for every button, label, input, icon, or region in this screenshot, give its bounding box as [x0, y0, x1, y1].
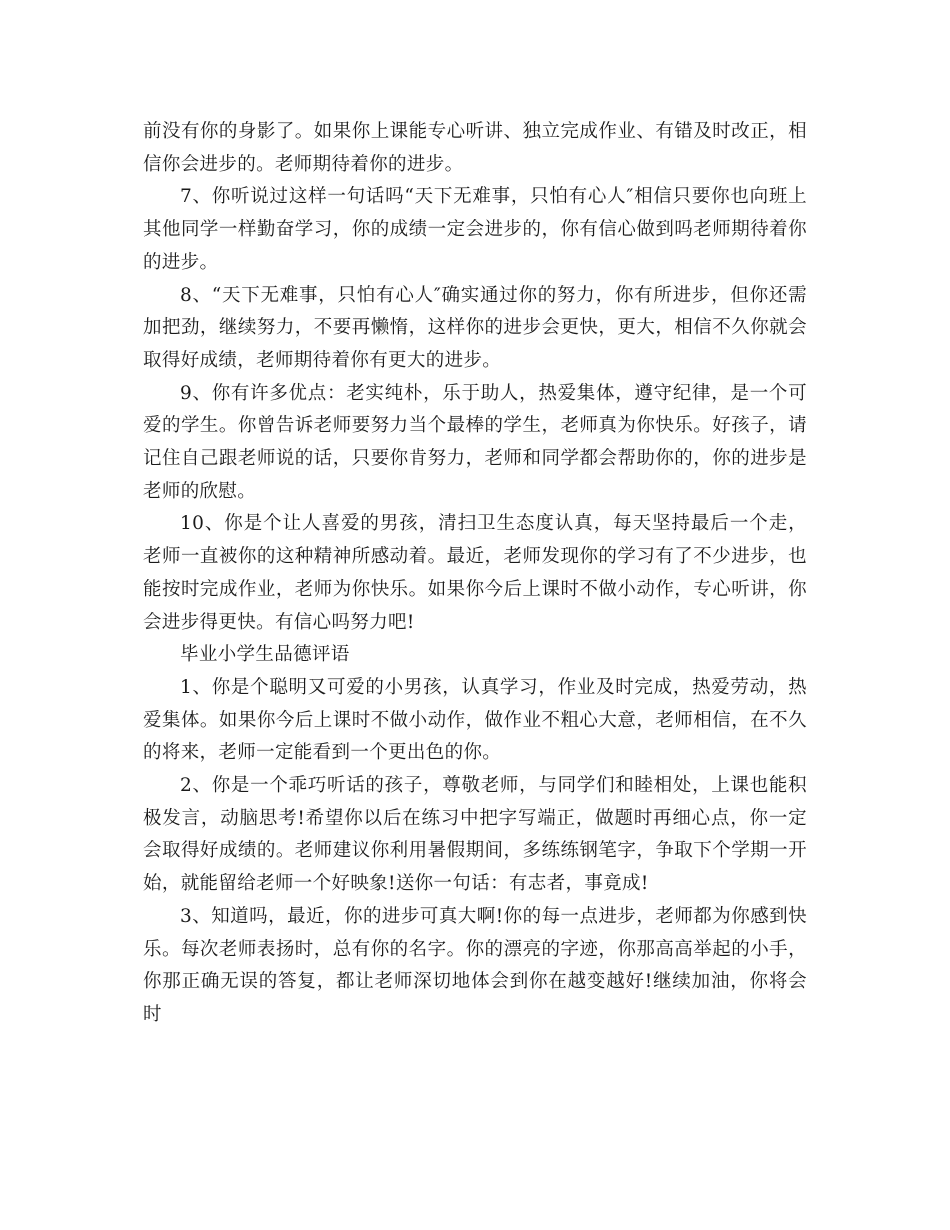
- paragraph-graduation-comment-2: 2、你是一个乖巧听话的孩子，尊敬老师，与同学们和睦相处，上课也能积极发言，动脑思考!希望你以后在练习中把字写端正，做题时再细心点，你一定会取得好成绩的。老师建议你利用暑假期间，多练练钢笔字，争取下个学期一开始，就能留给老师一个好映象!送你一句话：有志者，事竟成!: [143, 775, 807, 895]
- paragraph-graduation-comment-1: 1、你是个聪明又可爱的小男孩，认真学习，作业及时完成，热爱劳动，热爱集体。如果你今后上课时不做小动作，做作业不粗心大意，老师相信，在不久的将来，老师一定能看到一个更出色的你。: [143, 676, 807, 764]
- paragraph-comment-10: 10、你是个让人喜爱的男孩，清扫卫生态度认真，每天坚持最后一个走，老师一直被你的这种精神所感动着。最近，老师发现你的学习有了不少进步，也能按时完成作业，老师为你快乐。如果你今后上课时不做小动作，专心听讲，你会进步得更快。有信心吗努力吧!: [143, 513, 807, 633]
- paragraph-comment-7: 7、你听说过这样一句话吗“天下无难事，只怕有心人″相信只要你也向班上其他同学一样勤奋学习，你的成绩一定会进步的，你有信心做到吗老师期待着你的进步。: [143, 186, 807, 273]
- document-body: [143, 116, 807, 1032]
- paragraph-graduation-comment-3: 3、知道吗，最近，你的进步可真大啊!你的每一点进步，老师都为你感到快乐。每次老师表扬时，总有你的名字。你的漂亮的字迹，你那高高举起的小手，你那正确无误的答复，都让老师深切地体会到你在越变越好!继续加油，你将会时: [143, 905, 807, 1025]
- paragraph-comment-8: 8、“天下无难事，只怕有心人″确实通过你的努力，你有所进步，但你还需加把劲，继续努力，不要再懒惰，这样你的进步会更快，更大，相信不久你就会取得好成绩，老师期待着你有更大的进步。: [143, 284, 807, 371]
- section-heading: 毕业小学生品德评语: [180, 644, 350, 666]
- paragraph-intro-continued: 前没有你的身影了。如果你上课能专心听讲、独立完成作业、有错及时改正，相信你会进步的。老师期待着你的进步。: [143, 121, 807, 175]
- paragraph-comment-9: 9、你有许多优点：老实纯朴，乐于助人，热爱集体，遵守纪律，是一个可爱的学生。你曾告诉老师要努力当个最棒的学生，老师真为你快乐。好孩子，请记住自己跟老师说的话，只要你肯努力，老师和同学都会帮助你的，你的进步是老师的欣慰。: [143, 382, 807, 502]
